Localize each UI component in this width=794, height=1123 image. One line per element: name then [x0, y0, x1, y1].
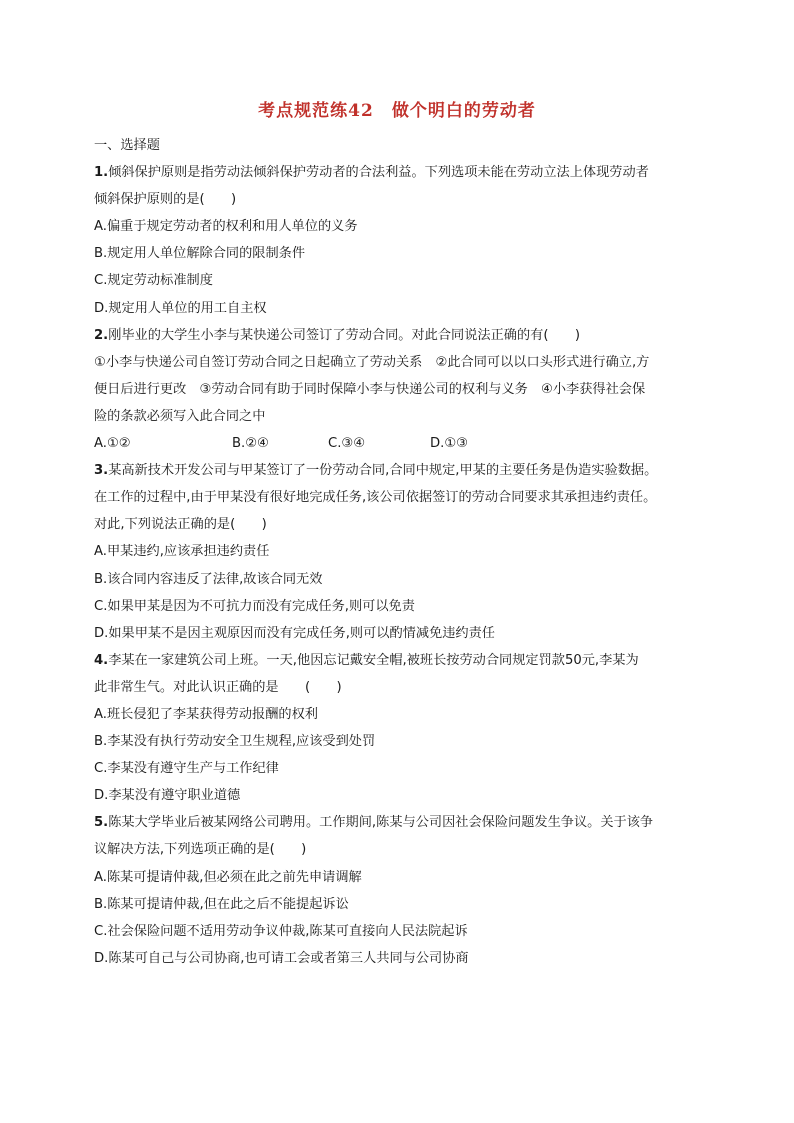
question-number: 2.: [94, 327, 109, 343]
option-b[interactable]: B.规定用人单位解除合同的限制条件: [94, 246, 306, 262]
question-stem-line: 议解决方法,下列选项正确的是( ): [94, 842, 307, 858]
option-b[interactable]: B.②④: [232, 436, 269, 452]
question-1: [94, 159, 714, 322]
question-number: 4.: [94, 652, 109, 668]
option-b[interactable]: B.李某没有执行劳动安全卫生规程,应该受到处罚: [94, 734, 376, 750]
question-stem-line: 1.倾斜保护原则是指劳动法倾斜保护劳动者的合法利益。下列选项未能在劳动立法上体现劳动者: [94, 165, 649, 181]
question-stem-line: 4.李某在一家建筑公司上班。一天,他因忘记戴安全帽,被班长按劳动合同规定罚款50元,李某为: [94, 652, 639, 668]
option-c[interactable]: C.李某没有遵守生产与工作纪律: [94, 761, 279, 777]
question-stem-line: 倾斜保护原则的是( ): [94, 192, 237, 208]
option-c[interactable]: C.如果甲某是因为不可抗力而没有完成任务,则可以免责: [94, 598, 415, 614]
option-d[interactable]: D.李某没有遵守职业道德: [94, 788, 241, 804]
question-number: 5.: [94, 815, 109, 831]
option-b[interactable]: B.陈某可提请仲裁,但在此之后不能提起诉讼: [94, 896, 349, 912]
section-heading: 一、选择题: [94, 138, 160, 153]
question-3: [94, 457, 714, 647]
question-stem-line: 在工作的过程中,由于甲某没有很好地完成任务,该公司依据签订的劳动合同要求其承担违约责任。: [94, 490, 657, 506]
option-a[interactable]: A.偏重于规定劳动者的权利和用人单位的义务: [94, 219, 358, 235]
option-a[interactable]: A.班长侵犯了李某获得劳动报酬的权利: [94, 706, 318, 722]
question-number: 3.: [94, 463, 109, 479]
option-a[interactable]: A.陈某可提请仲裁,但必须在此之前先申请调解: [94, 869, 362, 885]
option-c[interactable]: C.③④: [328, 436, 366, 452]
question-stem-line: 险的条款必须写入此合同之中: [94, 408, 266, 424]
question-2: [94, 322, 714, 457]
option-a[interactable]: A.甲某违约,应该承担违约责任: [94, 544, 270, 560]
question-stem-line: 对此,下列说法正确的是( ): [94, 517, 267, 533]
option-c[interactable]: C.社会保险问题不适用劳动争议仲裁,陈某可直接向人民法院起诉: [94, 923, 468, 939]
question-stem-line: ①小李与快递公司自签订劳动合同之日起确立了劳动关系 ②此合同可以以口头形式进行确立,方: [94, 354, 650, 370]
option-c[interactable]: C.规定劳动标准制度: [94, 273, 213, 289]
question-number: 1.: [94, 165, 109, 181]
question-stem-line: 3.某高新技术开发公司与甲某签订了一份劳动合同,合同中规定,甲某的主要任务是伪造实验数据。: [94, 463, 658, 479]
option-a[interactable]: A.①②: [94, 436, 131, 452]
question-5: [94, 809, 714, 972]
page-title: 考点规范练42 做个明白的劳动者: [258, 101, 536, 121]
question-stem-line: 5.陈某大学毕业后被某网络公司聘用。工作期间,陈某与公司因社会保险问题发生争议。关于该争: [94, 815, 654, 831]
option-d[interactable]: D.陈某可自己与公司协商,也可请工会或者第三人共同与公司协商: [94, 950, 469, 966]
option-b[interactable]: B.该合同内容违反了法律,故该合同无效: [94, 571, 323, 587]
option-d[interactable]: D.①③: [430, 436, 468, 452]
question-stem-line: 此非常生气。对此认识正确的是 ( ): [94, 679, 342, 695]
question-content: [94, 132, 714, 972]
question-4: [94, 647, 714, 810]
inline-options: [94, 430, 714, 457]
option-d[interactable]: D.如果甲某不是因主观原因而没有完成任务,则可以酌情减免违约责任: [94, 625, 495, 641]
question-stem-line: 2.刚毕业的大学生小李与某快递公司签订了劳动合同。对此合同说法正确的有( ): [94, 327, 581, 343]
question-stem-line: 便日后进行更改 ③劳动合同有助于同时保障小李与快递公司的权利与义务 ④小李获得社会保: [94, 381, 646, 397]
option-d[interactable]: D.规定用人单位的用工自主权: [94, 300, 267, 316]
